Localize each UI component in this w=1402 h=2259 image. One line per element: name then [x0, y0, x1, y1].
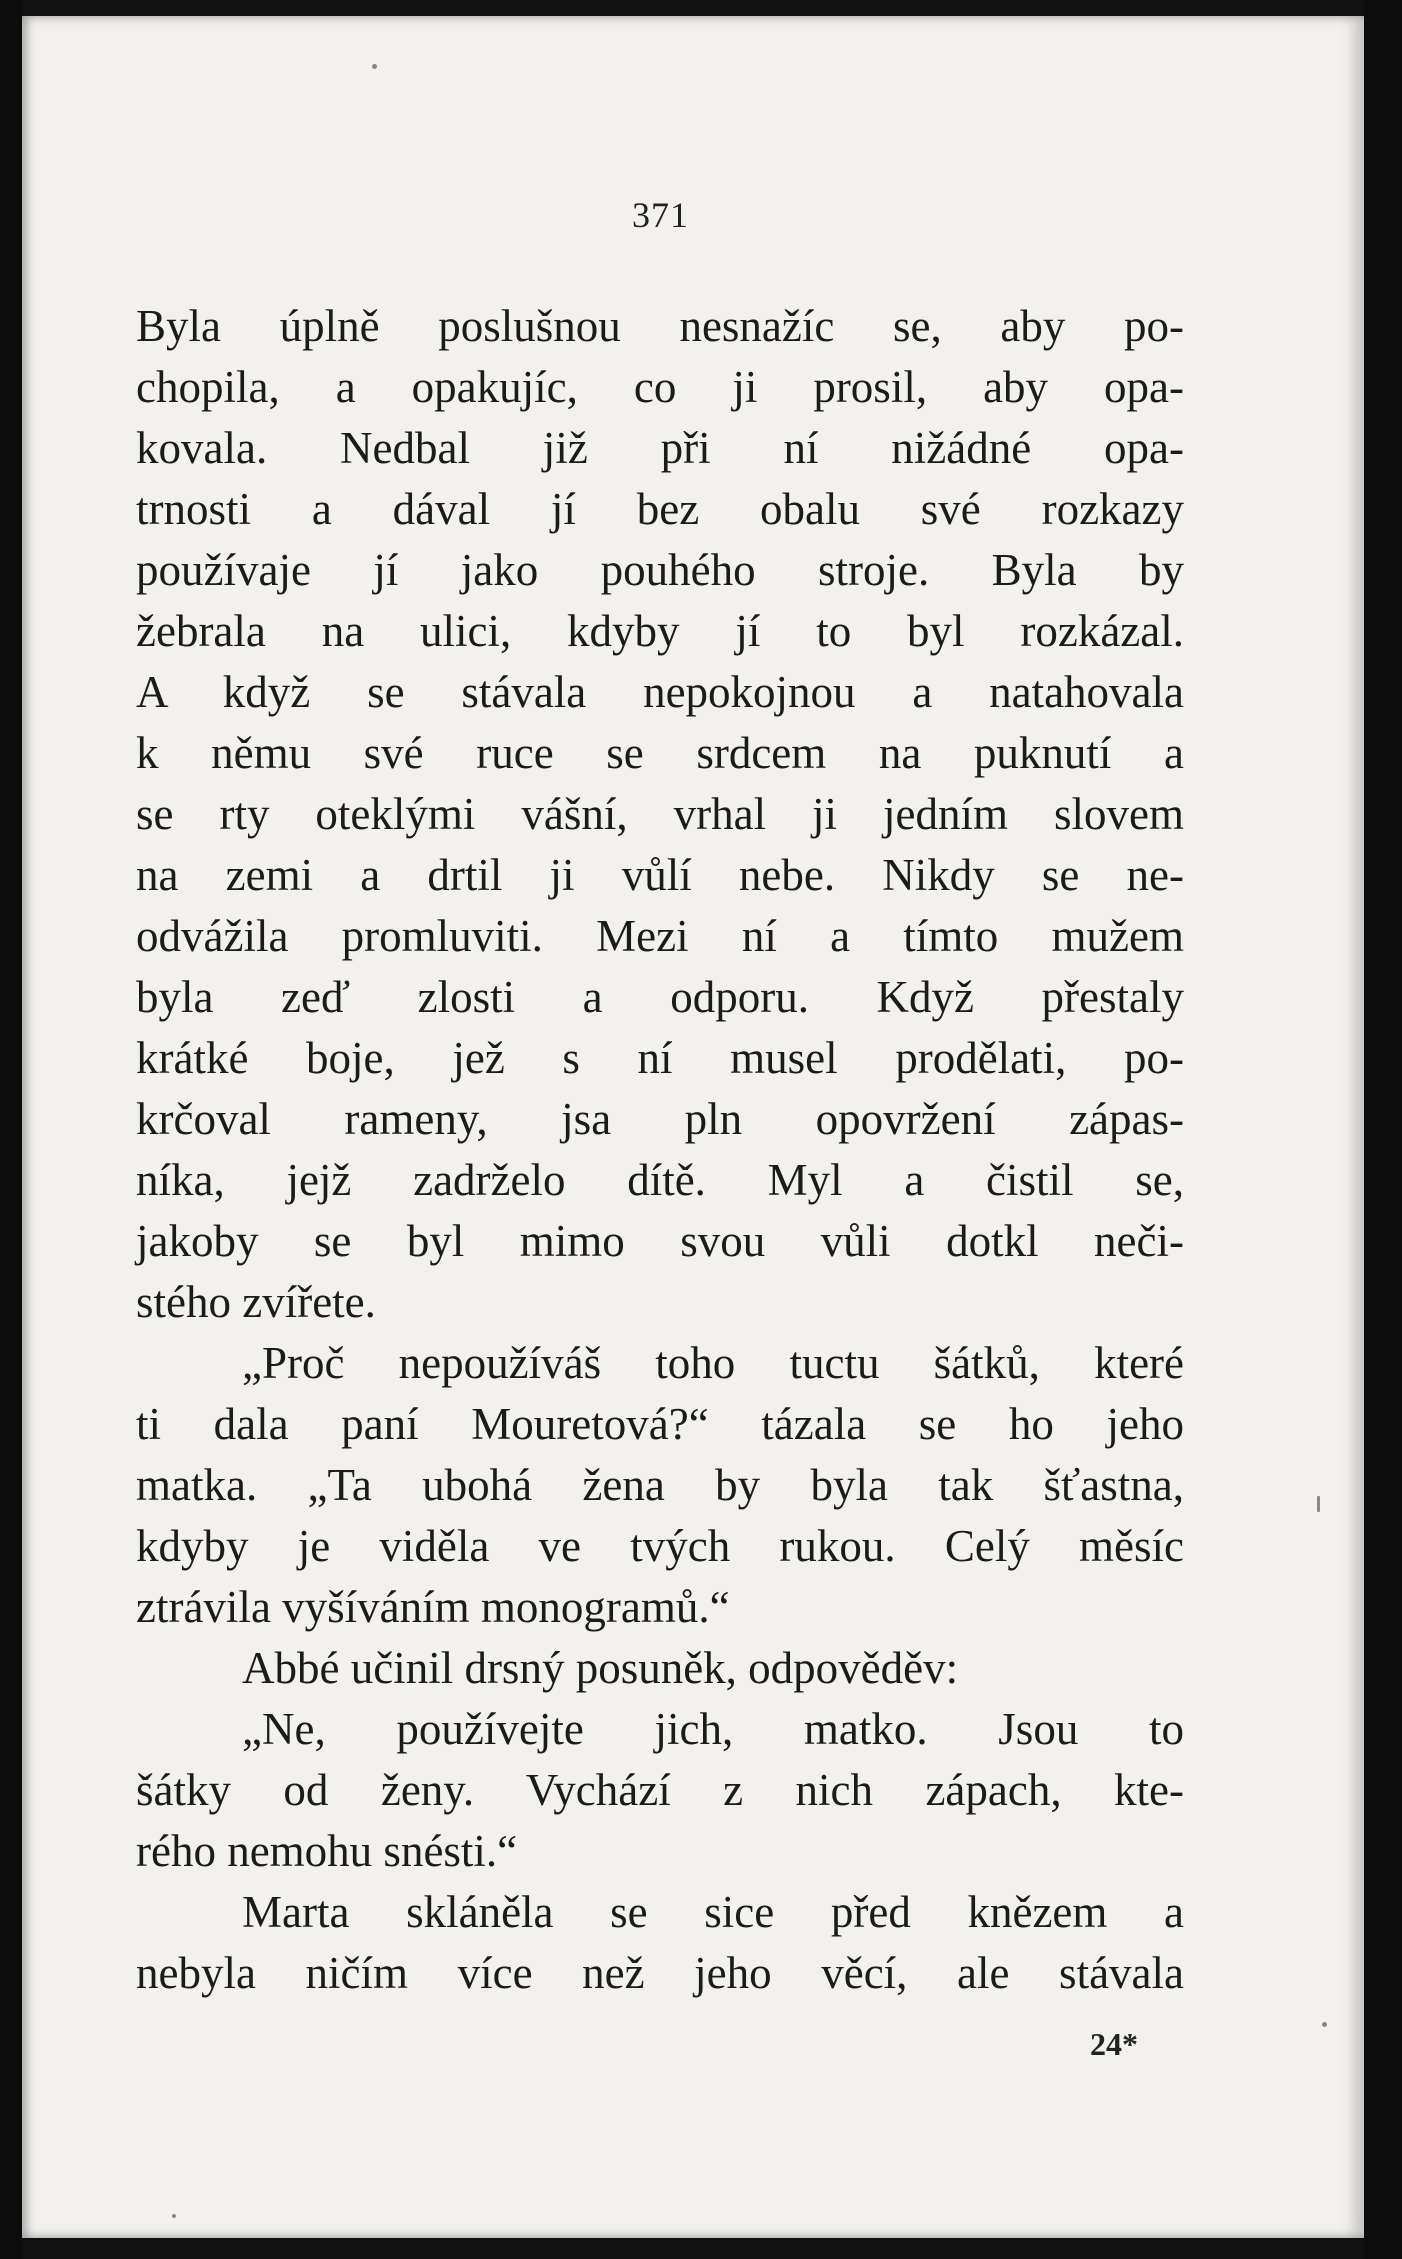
- text-line: matka. „Ta ubohá žena by byla tak šťastna,: [136, 1460, 1184, 1510]
- text-line: ti dala paní Mouretová?“ tázala se ho jeho: [136, 1399, 1184, 1449]
- paper-speck: [372, 64, 377, 69]
- text-line: k němu své ruce se srdcem na puknutí a: [136, 728, 1184, 778]
- text-line: kovala. Nedbal již při ní nižádné opa-: [136, 423, 1184, 473]
- text-line: kdyby je viděla ve tvých rukou. Celý měsíc: [136, 1521, 1184, 1571]
- text-line: Byla úplně poslušnou nesnažíc se, aby po-: [136, 301, 1184, 351]
- text-line: krátké boje, jež s ní musel prodělati, po-: [136, 1033, 1184, 1083]
- paper-speck: [1322, 2022, 1327, 2027]
- text-line: používaje jí jako pouhého stroje. Byla by: [136, 545, 1184, 595]
- text-line: na zemi a drtil ji vůlí nebe. Nikdy se ne-: [136, 850, 1184, 900]
- body-text: [136, 296, 1184, 2004]
- scan-right-border: [1364, 0, 1402, 2259]
- page-number: 371: [632, 195, 689, 235]
- printer-signature-mark: 24*: [1090, 2026, 1138, 2062]
- text-line: ztrávila vyšíváním monogramů.“: [136, 1582, 730, 1632]
- text-line: „Proč nepoužíváš toho tuctu šátků, které: [242, 1338, 1184, 1388]
- text-line: trnosti a dával jí bez obalu své rozkazy: [136, 484, 1184, 534]
- text-line: jakoby se byl mimo svou vůli dotkl neči-: [136, 1216, 1184, 1266]
- text-line: krčoval rameny, jsa pln opovržení zápas-: [136, 1094, 1184, 1144]
- text-line: Abbé učinil drsný posuněk, odpověděv:: [242, 1643, 959, 1693]
- text-line: „Ne, používejte jich, matko. Jsou to: [242, 1704, 1184, 1754]
- text-line: žebrala na ulici, kdyby jí to byl rozkázal.: [136, 606, 1184, 656]
- scan-left-border: [0, 0, 22, 2259]
- text-line: Marta skláněla se sice před knězem a: [242, 1887, 1184, 1937]
- text-line: A když se stávala nepokojnou a natahovala: [136, 667, 1184, 717]
- text-line: nebyla ničím více než jeho věcí, ale stávala: [136, 1948, 1184, 1998]
- paper-speck: [1317, 1496, 1320, 1512]
- text-line: odvážila promluviti. Mezi ní a tímto mužem: [136, 911, 1184, 961]
- text-line: šátky od ženy. Vychází z nich zápach, kte-: [136, 1765, 1184, 1815]
- paper-speck: [172, 2214, 176, 2218]
- text-line: rého nemohu snésti.“: [136, 1826, 518, 1876]
- text-line: níka, jejž zadrželo dítě. Myl a čistil se,: [136, 1155, 1184, 1205]
- text-line: byla zeď zlosti a odporu. Když přestaly: [136, 972, 1184, 1022]
- text-line: stého zvířete.: [136, 1277, 376, 1327]
- text-line: chopila, a opakujíc, co ji prosil, aby opa-: [136, 362, 1184, 412]
- text-line: se rty oteklými vášní, vrhal ji jedním slovem: [136, 789, 1184, 839]
